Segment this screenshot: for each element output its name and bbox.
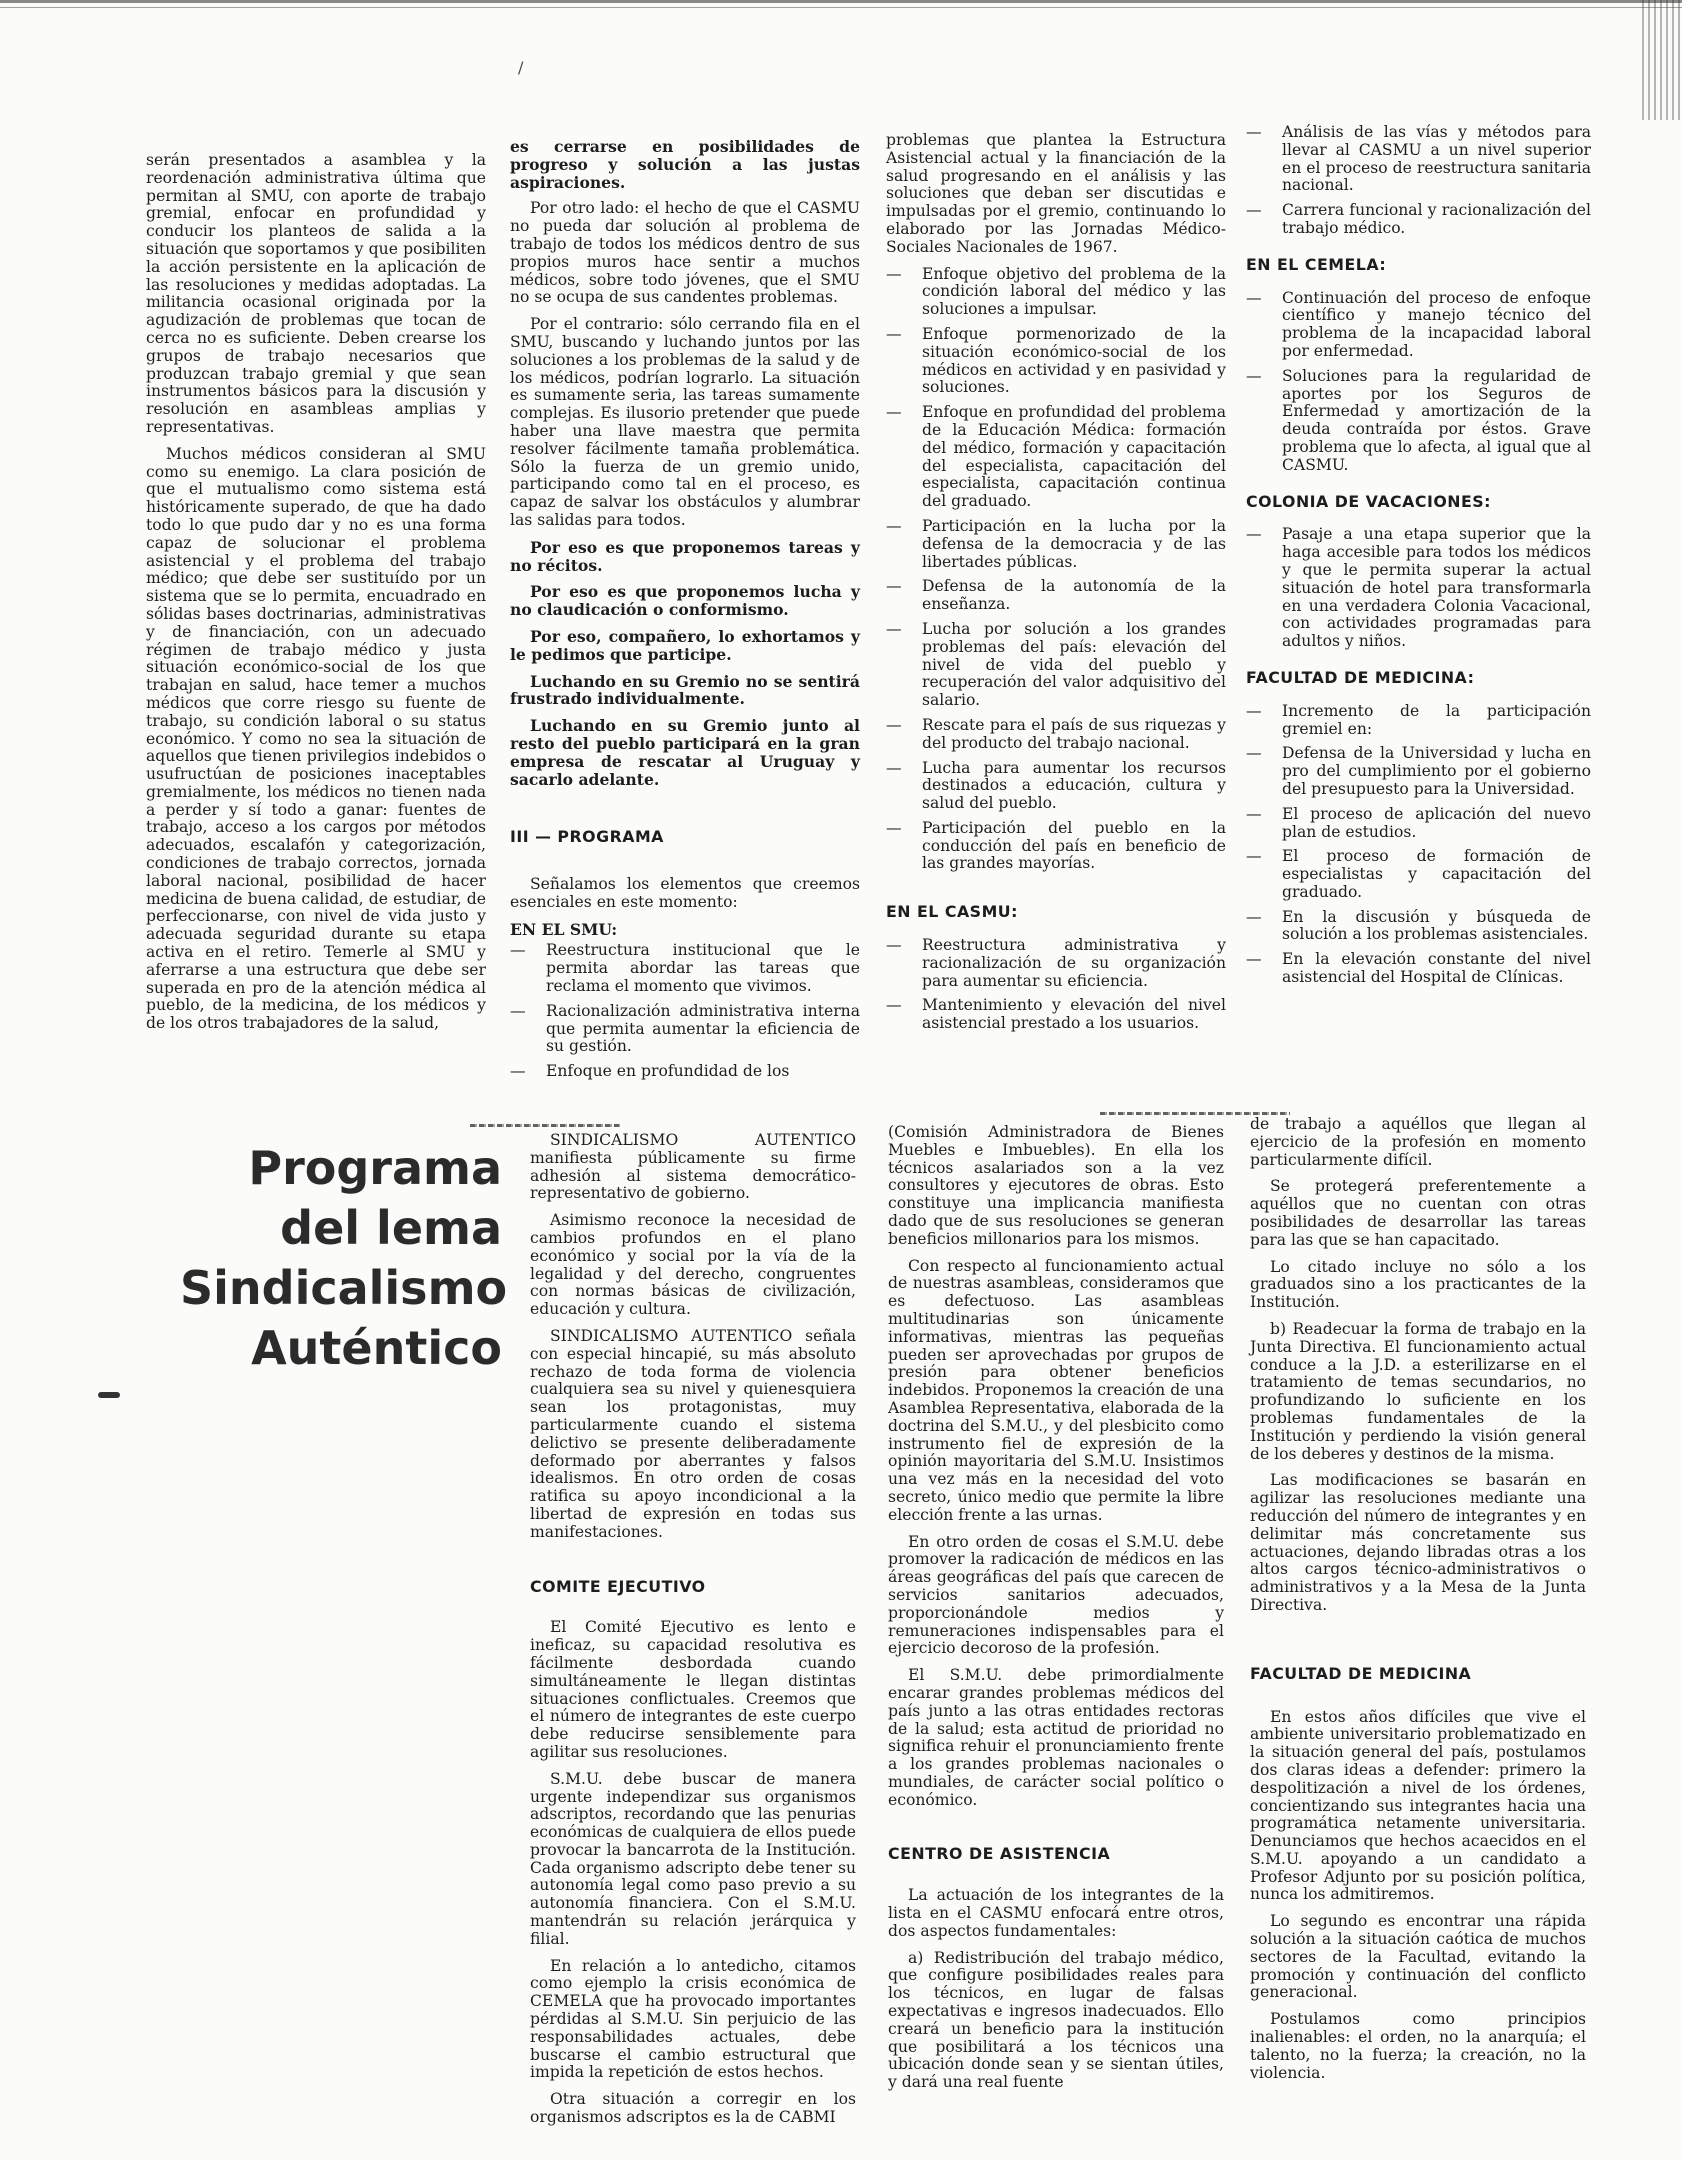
list-item: — Carrera funcional y racionalización del trabajo médico.	[1246, 202, 1591, 238]
paragraph: S.M.U. debe buscar de manera urgente independizar sus organismos adscriptos, recordando que las penurias económicas de cualquiera de ellos puede provocar la bancarrota de la Institución. Cada organismo adscripto debe tener su autonomía legal como paso previo a su autonomía financiera. Con el S.M.U. mantendrán su relación jerárquica y filial.	[530, 1769, 856, 1948]
paragraph: SINDICALISMO AUTENTICO manifiesta públicamente su firme adhesión al sistema democrático-representativo de gobierno.	[530, 1131, 856, 1203]
slogan-paragraph: Por eso es que proponemos lucha y no claudicación o conformismo.	[510, 582, 860, 620]
paragraph: El S.M.U. debe primordialmente encarar grandes problemas médicos del país junto a las otras entidades rectoras de la salud; esta actitud de prioridad no significa rehuir el pronunciamiento frente a los grandes problemas nacionales o mundiales, de carácter social político o económico.	[888, 1666, 1224, 1809]
program-item-list	[886, 266, 1226, 874]
paragraph: Se protegerá preferentemente a aquéllos que no cuentan con otras posibilidades de desarrollar las tareas para las que se han capacitado.	[1250, 1177, 1586, 1249]
list-item: — Defensa de la autonomía de la enseñanza.	[886, 578, 1226, 614]
paragraph: Por el contrario: sólo cerrando fila en el SMU, buscando y luchando juntos por las soluciones a los problemas de la salud y de los médicos, podrían lograrlo. La situación es sumamente seria, las tareas sumamente complejas. Es ilusorio pretender que puede haber una llave maestra que permita resolver fácilmente tamaña problemática. Sólo la fuerza de un gremio unido, participando como tal en el proceso, es capaz de salvar los obstáculos y alumbrar las salidas para todos.	[510, 315, 860, 529]
upper-column-2	[510, 138, 860, 1088]
casmu-item-list	[886, 937, 1226, 1033]
scan-top-edge	[0, 0, 1682, 26]
list-item: — Reestructura administrativa y racionalización de su organización para aumentar su eficiencia.	[886, 937, 1226, 990]
colonia-item-list	[1246, 526, 1591, 651]
slogan-paragraph: Por eso, compañero, lo exhortamos y le pedimos que participe.	[510, 626, 860, 664]
list-item: — Enfoque en profundidad del problema de la Educación Médica: formación del médico, formación y capacitación del especialista, capacitación del especialista, capacitación continua del graduado.	[886, 404, 1226, 511]
facultad-heading-lower: FACULTAD DE MEDICINA	[1250, 1663, 1472, 1683]
cemela-heading: EN EL CEMELA:	[1246, 254, 1387, 274]
slogan-paragraph: Por eso es que proponemos tareas y no récitos.	[510, 537, 860, 575]
upper-column-4	[1246, 124, 1591, 994]
smu-item-list	[510, 942, 860, 1081]
casmu-heading: EN EL CASMU:	[886, 902, 1018, 922]
program-intro: Señalamos los elementos que creemos esenciales en este momento:	[510, 875, 860, 911]
paragraph: Lo citado incluye no sólo a los graduados sino a los practicantes de la Institución.	[1250, 1257, 1586, 1312]
slogan-paragraph: Luchando en su Gremio no se sentirá frustrado individualmente.	[510, 671, 860, 709]
lower-column-2	[530, 1132, 856, 2136]
paragraph: (Comisión Administradora de Bienes Muebles e Imbuebles). En ella los técnicos asalariados son a la vez consultores y ejecutores de obras. Esto constituye una implicancia manifiesta dado que de sus resoluciones se generan beneficios millonarios para los mismos.	[888, 1123, 1224, 1248]
upper-column-1	[146, 152, 486, 1042]
list-item: — En la discusión y búsqueda de solución a los problemas asistenciales.	[1246, 909, 1591, 945]
paragraph: SINDICALISMO AUTENTICO señala con especial hincapié, su más absoluto rechazo de toda forma de violencia cualquiera sea su nivel y quienesquiera sean los protagonistas, muy particularmente cuando el sistema delictivo se presente deliberadamente deformado por aberrantes y falsos idealismos. En otro orden de cosas ratifica su apoyo incondicional a la libertad de expresión en todas sus manifestaciones.	[530, 1326, 856, 1541]
paragraph: a) Redistribución del trabajo médico, que configure posibilidades reales para los técnicos, en lugar de falsas expectativas e ingresos inadecuados. Ello creará un beneficio para la institución que posibilitará a los técnicos una ubicación donde sean y se sientan útiles, y dará una real fuente	[888, 1948, 1224, 2092]
list-item: — Enfoque objetivo del problema de la condición laboral del médico y las soluciones a impulsar.	[886, 266, 1226, 319]
paragraph: Lo segundo es encontrar una rápida solución a la situación caótica de muchos sectores de la Facultad, evitando la promoción y continuación del conflicto generacional.	[1250, 1912, 1586, 2002]
paragraph: La actuación de los integrantes de la lista en el CASMU enfocará entre otros, dos aspectos fundamentales:	[888, 1886, 1224, 1940]
program-heading: III — PROGRAMA	[510, 827, 664, 847]
title-line: Programa	[248, 1141, 502, 1195]
list-item: — Enfoque en profundidad de los	[510, 1063, 860, 1081]
title-line: Auténtico	[251, 1321, 502, 1375]
upper-column-3	[886, 132, 1226, 1040]
page-marker: /	[518, 58, 524, 77]
lower-column-3	[888, 1124, 1224, 2101]
paragraph: de trabajo a aquéllos que llegan al ejercicio de la profesión en momento particularmente difícil.	[1250, 1115, 1586, 1169]
paragraph: Postulamos como principios inalienables: el orden, no la anarquía; el talento, no la fuerza; la creación, no la violencia.	[1250, 2010, 1586, 2082]
facultad-heading: FACULTAD DE MEDICINA:	[1246, 667, 1475, 687]
list-item: — Enfoque pormenorizado de la situación económico-social de los médicos en actividad y en pasividad y soluciones.	[886, 326, 1226, 397]
casmu-item-list-cont	[1246, 124, 1591, 238]
list-item: — Lucha para aumentar los recursos destinados a educación, cultura y salud del pueblo.	[886, 760, 1226, 813]
scan-right-edge	[1642, 0, 1682, 120]
list-item: — Soluciones para la regularidad de aportes por los Seguros de Enfermedad y amortización de la deuda contraída por éstos. Grave problema que lo afecta, al igual que al CASMU.	[1246, 368, 1591, 475]
paragraph: Por otro lado: el hecho de que el CASMU no pueda dar solución al problema de trabajo de todos los médicos dentro de sus propios muros hace sentir a muchos médicos, sobre todo jóvenes, que el SMU no se ocupa de sus candentes problemas.	[510, 199, 860, 307]
list-item: — Continuación del proceso de enfoque científico y manejo técnico del problema de la incapacidad laboral por enfermedad.	[1246, 290, 1591, 361]
list-item: — Rescate para el país de sus riquezas y del producto del trabajo nacional.	[886, 717, 1226, 753]
ink-blot	[98, 1392, 120, 1398]
paragraph: Con respecto al funcionamiento actual de nuestras asambleas, consideramos que es defectuoso. Las asambleas multitudinarias son únicamente informativas, mientras las pequeñas pueden ser aprovechadas por grupos de presión para obtener beneficios indebidos. Proponemos la creación de una Asamblea Representativa, elaborada de la doctrina del S.M.U., y del plesbicito como instrumento fiel de expresión de la opinión mayoritaria del S.M.U. Insistimos una vez más en la necesidad del voto secreto, único medio que permite la libre elección frente a las urnas.	[888, 1256, 1224, 1524]
list-item: — Mantenimiento y elevación del nivel asistencial prestado a los usuarios.	[886, 997, 1226, 1033]
list-item: — Participación en la lucha por la defensa de la democracia y de las libertades públicas.	[886, 518, 1226, 571]
title-line: del lema	[280, 1201, 502, 1255]
paragraph: serán presentados a asamblea y la reordenación administrativa última que permitan al SMU, con aporte de trabajo gremial, enfocar en profundidad y conducir los planteos de salida a la situación que soportamos y que posibiliten la acción persistente en la aplicación de las resoluciones y medidas adoptadas. La militancia ocasional originada por la agudización de problemas que tocan de cerca no es suficiente. Deben crearse los grupos de trabajo necesarios que produzcan trabajo gremial y que sean instrumentos básicos para la discusión y resolución en asambleas amplias y representativas.	[146, 151, 486, 436]
comite-heading: COMITE EJECUTIVO	[530, 1576, 706, 1596]
list-item: — Defensa de la Universidad y lucha en pro del cumplimiento por el gobierno del presupuesto para la Universidad.	[1246, 745, 1591, 798]
list-item: — Lucha por solución a los grandes problemas del país: elevación del nivel de vida del pueblo y recuperación del valor adquisitivo del salario.	[886, 621, 1226, 710]
slogan-paragraph: Luchando en su Gremio junto al resto del pueblo participará en la gran empresa de rescatar al Uruguay y sacarlo adelante.	[510, 716, 860, 789]
list-item: — Racionalización administrativa interna que permita aumentar la eficiencia de su gestión.	[510, 1003, 860, 1056]
title-line: Sindicalismo	[180, 1261, 508, 1315]
list-item: — Incremento de la participación gremiel en:	[1246, 703, 1591, 739]
paragraph: En otro orden de cosas el S.M.U. debe promover la radicación de médicos en las áreas geográficas del país que carecen de servicios sanitarios adecuados, proporcionándole medios y remuneraciones indispensables para el ejercicio decoroso de la profesión.	[888, 1532, 1224, 1658]
list-item: — El proceso de formación de especialistas y capacitación del graduado.	[1246, 848, 1591, 901]
paragraph: problemas que plantea la Estructura Asistencial actual y la financiación de la salud progresando en el análisis y las soluciones que deban ser discutidas e impulsadas por el gremio, continuando lo elaborado por las Jornadas Médico-Sociales Nacionales de 1967.	[886, 131, 1226, 256]
facultad-item-list	[1246, 703, 1591, 987]
colonia-heading: COLONIA DE VACACIONES:	[1246, 491, 1491, 511]
paragraph: Las modificaciones se basarán en agilizar las resoluciones mediante una reducción del número de integrantes y en delimitar más concretamente sus actuaciones, dejando libradas otras a los altos cargos técnico-administrativos o administrativos y a la Mesa de la Junta Directiva.	[1250, 1471, 1586, 1614]
article-title	[180, 1138, 508, 1378]
list-item: — Participación del pueblo en la conducción del país en beneficio de las grandes mayorías.	[886, 820, 1226, 873]
centro-heading: CENTRO DE ASISTENCIA	[888, 1844, 1111, 1864]
list-item: — Pasaje a una etapa superior que la haga accesible para todos los médicos y que le permita superar la actual situación de hotel para transformarla en una verdadera Colonia Vacacional, con actividades programadas para adultos y niños.	[1246, 526, 1591, 651]
list-item: — El proceso de aplicación del nuevo plan de estudios.	[1246, 806, 1591, 842]
paragraph: En relación a lo antedicho, citamos como ejemplo la crisis económica de CEMELA que ha provocado importantes pérdidas al S.M.U. Sin perjuicio de las responsabilidades actuales, debe buscarse el cambio estructural que impida la repetición de estos hechos.	[530, 1956, 856, 2082]
list-item: — Análisis de las vías y métodos para llevar al CASMU a un nivel superior en el proceso de reestructura sanitaria nacional.	[1246, 124, 1591, 195]
cemela-item-list	[1246, 290, 1591, 475]
lower-column-4	[1250, 1116, 1586, 2091]
paragraph: b) Readecuar la forma de trabajo en la Junta Directiva. El funcionamiento actual conduce a la J.D. a esterilizarse en el tratamiento de temas secundarios, no profundizando lo suficiente en los problemas fundamentales de la Institución y perdiendo la visión general de los deberes y destinos de la misma.	[1250, 1319, 1586, 1463]
list-item: — En la elevación constante del nivel asistencial del Hospital de Clínicas.	[1246, 951, 1591, 987]
paragraph: Muchos médicos consideran al SMU como su enemigo. La clara posición de que el mutualismo como sistema está históricamente superado, de que ha dado todo lo que pudo dar y no es una forma capaz de solucionar el problema asistencial y el problema del trabajo médico; que debe ser sustituído por un sistema que se lo permita, encuadrado en sólidas bases doctrinarias, administrativas y de financiación, con un adecuado régimen de trabajo médico y justa situación económico-social de los que trabajan en salud, hace temer a muchos médicos que corre riesgo su fuente de trabajo, su condición laboral o su status económico. Y como no sea la situación de aquellos que tienen privilegios indebidos o usufructúan de posiciones inaceptables gremialmente, los médicos no tienen nada a perder y sí todo a ganar: fuentes de trabajo, acceso a los cargos por métodos adecuados, escalafón y categorización, condiciones de trabajo correctos, jornada laboral nacional, posibilidad de hacer medicina de buena calidad, de estudiar, de perfeccionarse, con nivel de vida justo y adecuada seguridad durante su etapa activa en el retiro. Temerle al SMU y aferrarse a una estructura que debe ser superada en pro de la atención médica al pueblo, de la medicina, de los médicos y de los otros trabajadores de la salud,	[146, 444, 486, 1033]
paragraph: Asimismo reconoce la necesidad de cambios profundos en el plano económico y social por la vía de la legalidad y del derecho, congruentes con normas básicas de civilización, educación y cultura.	[530, 1211, 856, 1319]
paragraph: Otra situación a corregir en los organismos adscriptos es la de CABMI	[530, 2090, 856, 2127]
smu-heading: EN EL SMU:	[510, 919, 618, 939]
paragraph: El Comité Ejecutivo es lento e ineficaz, su capacidad resolutiva es fácilmente desbordada cuando simultáneamente le llegan distintas situaciones conflictuales. Creemos que el número de integrantes de este cuerpo debe reducirse sensiblemente para agilitar sus resoluciones.	[530, 1618, 856, 1761]
list-item: — Reestructura institucional que le permita abordar las tareas que reclama el momento que vivimos.	[510, 942, 860, 995]
section-divider-left	[470, 1124, 620, 1127]
paragraph: En estos años difíciles que vive el ambiente universitario problematizado en la situación general del país, postulamos dos claras ideas a defender: primero la despolitización a nivel de los órdenes, concientizando sus integrantes hacia una programática netamente universitaria. Denunciamos que hechos acaecidos en el S.M.U. apoyando a un candidato a Profesor Adjunto por su posición política, nunca los admitiremos.	[1250, 1707, 1586, 1904]
paragraph: es cerrarse en posibilidades de progreso y solución a las justas aspiraciones.	[510, 137, 860, 192]
